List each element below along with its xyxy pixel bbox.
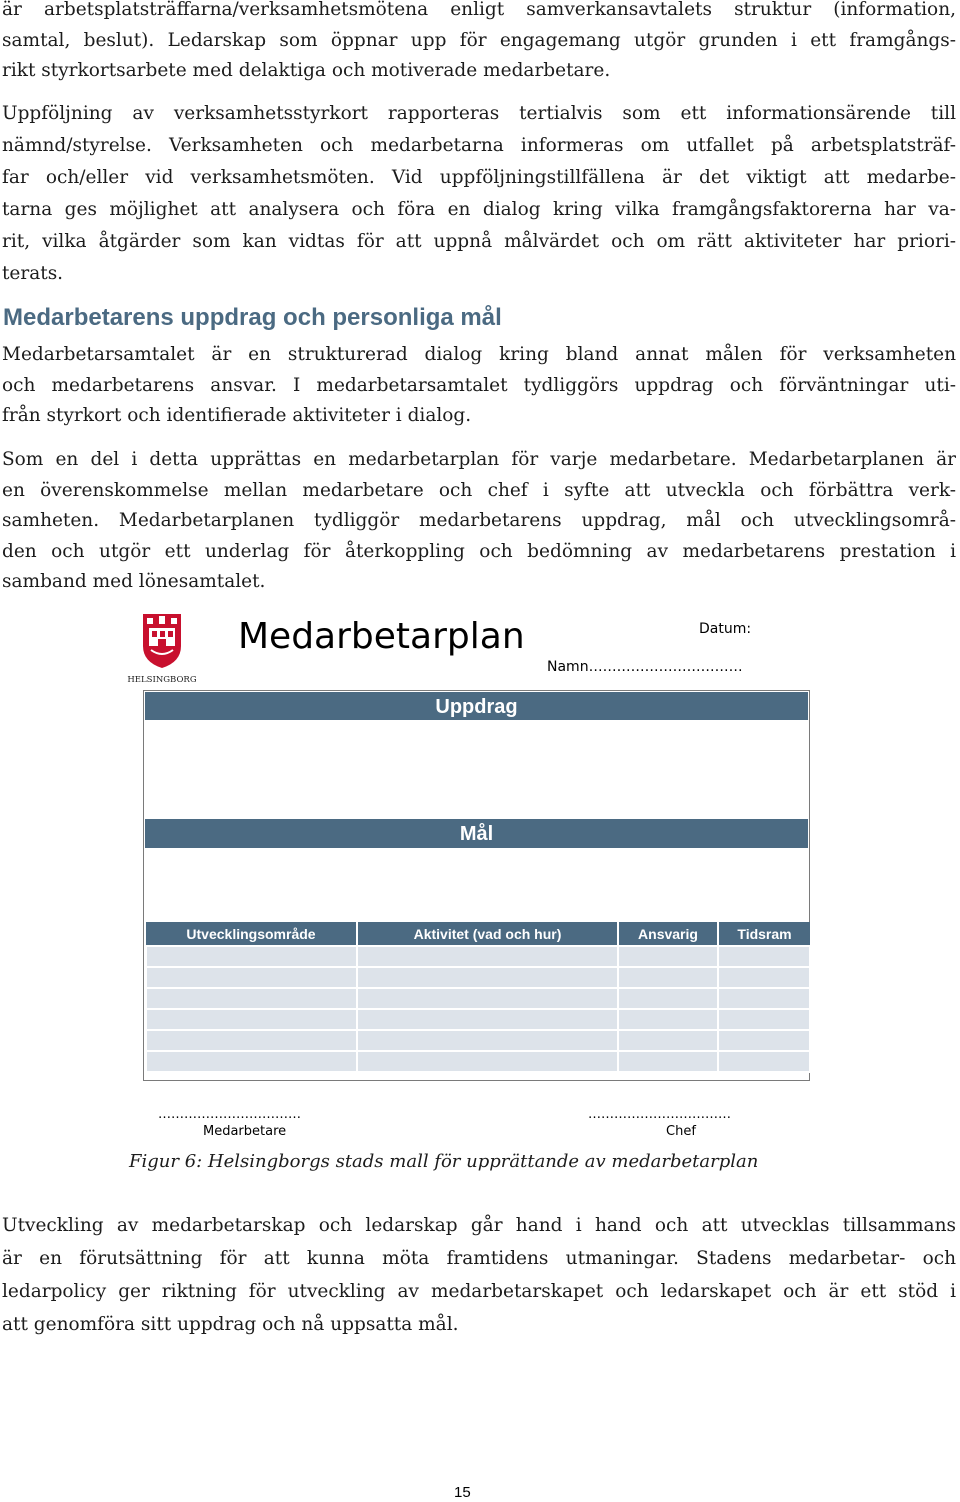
table-row [146,1051,810,1072]
page-number: 15 [454,1484,471,1501]
table-cell [618,1051,718,1072]
table-cell [718,967,810,988]
goals-header: Mål [145,819,808,848]
table-cell [357,988,618,1009]
table-row [146,967,810,988]
form-title: Medarbetarplan [238,616,525,657]
signature-line-employee: …………………………… [158,1107,301,1122]
text-line: Som en del i detta upprättas en medarbetarplan för varje medarbetare. Medarbetarplanen är [2,449,956,470]
table-row [146,1009,810,1030]
section-heading: Medarbetarens uppdrag och personliga mål [3,304,502,331]
activity-table [145,922,811,1073]
assignment-header: Uppdrag [145,692,808,720]
table-cell [146,1051,357,1072]
table-cell [146,967,357,988]
paragraph-development [2,1209,956,1341]
signature-line-manager: …………………………… [588,1107,731,1122]
table-cell [718,946,810,967]
name-label: Namn…………………………… [547,659,743,675]
table-cell [718,988,810,1009]
text-line: nämnd/styrelse. Verksamheten och medarbetarna informeras om utfallet på arbetsplatsträf- [2,135,956,156]
text-line: tarna ges möjlighet att analysera och föra en dialog kring vilka framgångsfaktorerna har va- [2,199,956,220]
table-cell [618,1030,718,1051]
text-line: från styrkort och identifierade aktiviteter i dialog. [2,405,472,426]
text-line: samheten. Medarbetarplanen tydliggör medarbetarens uppdrag, mål och utvecklingsområ- [2,510,956,531]
text-line: en överenskommelse mellan medarbetare och chef i syfte att utveckla och förbättra verk- [2,479,956,501]
table-cell [357,967,618,988]
table-row [146,988,810,1009]
table-cell [357,1051,618,1072]
paragraph-intro [2,0,956,87]
table-cell [718,1009,810,1030]
table-cell [618,946,718,967]
table-cell [146,946,357,967]
text-line: samtal, beslut). Ledarskap som öppnar upp för engagemang utgör grunden i ett framgångs- [2,29,956,51]
figure-caption: Figur 6: Helsingborgs stads mall för upprättande av medarbetarplan [129,1151,759,1172]
table-row [146,946,810,967]
text-line: far och/eller vid verksamhetsmöten. Vid uppföljningstillfällena är det viktigt att medarbe- [2,167,956,188]
text-line: samband med lönesamtalet. [2,571,266,592]
table-cell [718,1030,810,1051]
text-line: är en förutsättning för att kunna möta framtidens utmaningar. Stadens medarbetar- och [2,1248,956,1269]
text-line: är arbetsplatsträffarna/verksamhetsmötena enligt samverkansavtalets struktur (information, [2,0,956,20]
text-line: den och utgör ett underlag för återkoppling och bedömning av medarbetarens prestation i [2,540,956,562]
text-line: och medarbetarens ansvar. I medarbetarsamtalet tydliggörs uppdrag och förväntningar uti- [2,374,956,396]
table-header-row [146,922,810,946]
column-header: Aktivitet (vad och hur) [357,922,618,946]
table-cell [357,946,618,967]
table-cell [146,1030,357,1051]
plan-form [143,690,810,1081]
text-line: Uppföljning av verksamhetsstyrkort rapporteras tertialvis som ett informationsärende till [2,103,956,124]
date-label: Datum: [699,621,752,637]
table-cell [618,967,718,988]
helsingborg-crest-icon [125,612,199,684]
svg-text:HELSINGBORG: HELSINGBORG [127,675,197,684]
text-line: att genomföra sitt uppdrag och nå uppsatta mål. [2,1314,459,1335]
paragraph-followup [2,98,956,290]
table-cell [146,988,357,1009]
text-line: Utveckling av medarbetarskap och ledarskap går hand i hand och att utvecklas tillsammans [2,1215,956,1236]
table-row [146,1030,810,1051]
table-cell [618,988,718,1009]
text-line: ledarpolicy ger riktning för utveckling av medarbetarskapet och ledarskapet och är ett stöd i [2,1281,956,1302]
table-cell [357,1009,618,1030]
column-header: Utvecklingsområde [146,922,357,946]
paragraph-dialog [2,340,956,432]
text-line: rikt styrkortsarbete med delaktiga och motiverade medarbetare. [2,60,611,81]
text-line: Medarbetarsamtalet är en strukturerad dialog kring bland annat målen för verksamheten [2,344,956,365]
paragraph-plan [2,445,956,598]
text-line: rit, vilka åtgärder som kan vidtas för att uppnå målvärdet och om rätt aktiviteter har priori- [2,231,956,252]
signature-label-employee: Medarbetare [203,1124,287,1139]
table-cell [357,1030,618,1051]
table-cell [146,1009,357,1030]
table-cell [618,1009,718,1030]
signature-label-manager: Chef [666,1124,696,1139]
column-header: Tidsram [718,922,810,946]
table-cell [718,1051,810,1072]
text-line: terats. [2,263,64,284]
column-header: Ansvarig [618,922,718,946]
